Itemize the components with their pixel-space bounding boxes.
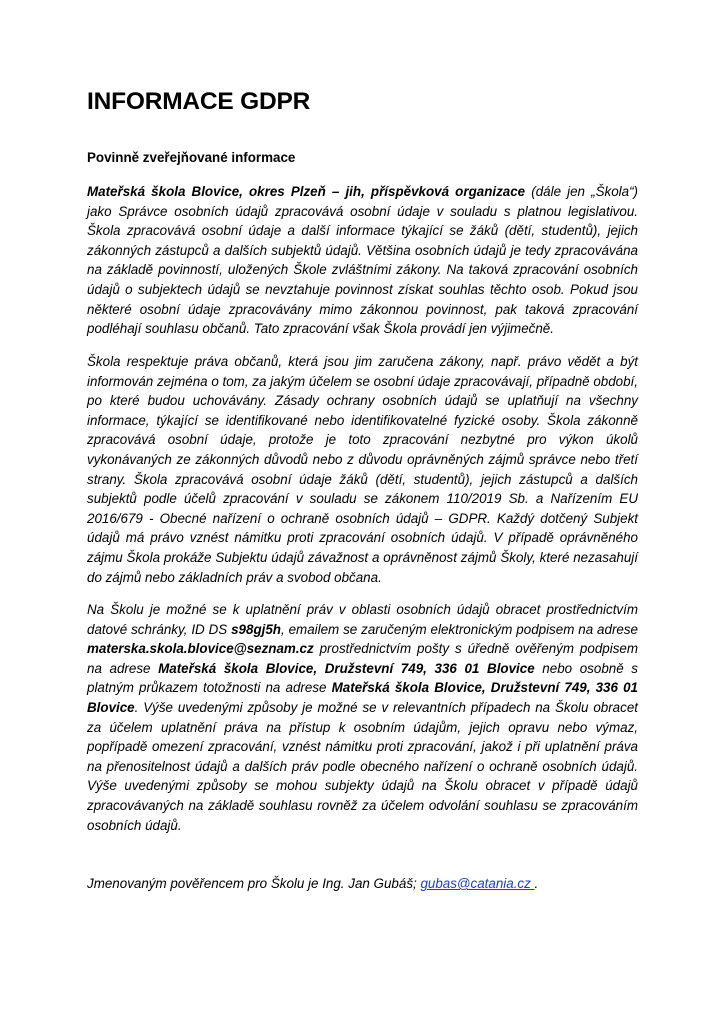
dpo-end: . (534, 876, 539, 891)
page-subtitle: Povinně zveřejňované informace (87, 150, 296, 165)
paragraph-controller-intro (87, 182, 638, 339)
school-email: materska.skola.blovice@seznam.cz (87, 641, 314, 657)
dpo-contact (87, 874, 538, 894)
paragraph-text: . Výše uvedenými způsoby je možné se v relevantních případech na Školu obracet za účelem uplatnění práva na přístup k osobním údajům, jejich opravu nebo výmaz, popřípadě omezení zpracování, vznést námitku proti zpracování, jakož i při uplatnění práva na přenositelnost údajů a dalších práv podle obecného nařízení o ochraně osobních údajů. Výše uvedenými způsoby se mohou subjekty údajů na Školu obracet v případě údajů zpracovávaných na základě souhlasu rovněž za účelem odvolání souhlasu se zpracováním osobních údajů. (87, 699, 638, 833)
paragraph-text: Na Školu je možné se k uplatnění práv v oblasti osobních údajů obracet prostřednictvím datové schránky, ID DS (87, 602, 638, 637)
visit-address: Mateřská škola Blovice, Družstevní 749, 336 01 Blovice (87, 680, 639, 715)
paragraph-text: , emailem se zaručeným elektronickým podpisem na adrese (280, 621, 638, 637)
paragraph-text: (dále jen „Škola“) jako Správce osobních údajů zpracovává osobní údaje v souladu s platnou legislativou. Škola zpracovává osobní údaje a další informace týkající se žáků (dětí, studentů), jejich zákonných zástupců a dalších subjektů údajů. Většina osobních údajů je tedy zpracovávána na základě povinností, uložených Škole zvláštními zákony. Na taková zpracování osobních údajů o subjektech údajů se nevztahuje povinnost získat souhlas těchto osob. Pokud jsou některé osobní údaje zpracovávány mimo zákonnou povinnost, pak taková zpracování podléhají souhlasu občanů. Tato zpracování však Škola provádí jen výjimečně. (87, 184, 638, 337)
dpo-text: Jmenovaným pověřencem pro Školu je Ing. Jan Gubáš; (87, 876, 421, 891)
page-title: INFORMACE GDPR (87, 88, 311, 115)
paragraph-rights (87, 352, 638, 587)
paragraph-text: nebo osobně s platným průkazem totožnosti na adrese (87, 660, 638, 696)
paragraph-text: Škola respektuje práva občanů, která jsou jim zaručena zákony, např. právo vědět a být informován zejména o tom, za jakým účelem se osobní údaje zpracovávají, případně období, po které budou uchovávány. Zásady ochrany osobních údajů se uplatňují na všechny informace, týkající se identifikované nebo identifikovatelné fyzické osoby. Škola zákonně zpracovává osobní údaje, protože je toto zpracování nezbytné pro výkon úkolů vykonávaných ze zákonných důvodů nebo z důvodu oprávněných zájmů správce nebo třetí strany. Škola zpracovává osobní údaje žáků (dětí, studentů), jejich zástupců a dalších subjektů podle účelů zpracování v souladu se zákonem 110/2019 Sb. a Nařízením EU 2016/679 - Obecné nařízení o ochraně osobních údajů – GDPR. Každý dotčený Subjekt údajů má právo vznést námitku proti zpracování osobních údajů. V případě oprávněného zájmu Škola prokáže Subjektu údajů závažnost a oprávněnost zájmů Školy, které nezasahují do zájmů nebo základních práv a svobod občana. (87, 354, 638, 585)
dpo-email-link[interactable]: gubas@catania.cz (420, 876, 535, 891)
paragraph-contact-methods (87, 600, 638, 835)
data-box-id: s98gj5h (231, 621, 281, 637)
organization-name: Mateřská škola Blovice, okres Plzeň – jih, příspěvková organizace (87, 184, 526, 199)
postal-address: Mateřská škola Blovice, Družstevní 749, 336 01 Blovice (158, 660, 535, 676)
paragraph-text: prostřednictvím pošty s úředně ověřeným podpisem na adrese (87, 641, 638, 676)
